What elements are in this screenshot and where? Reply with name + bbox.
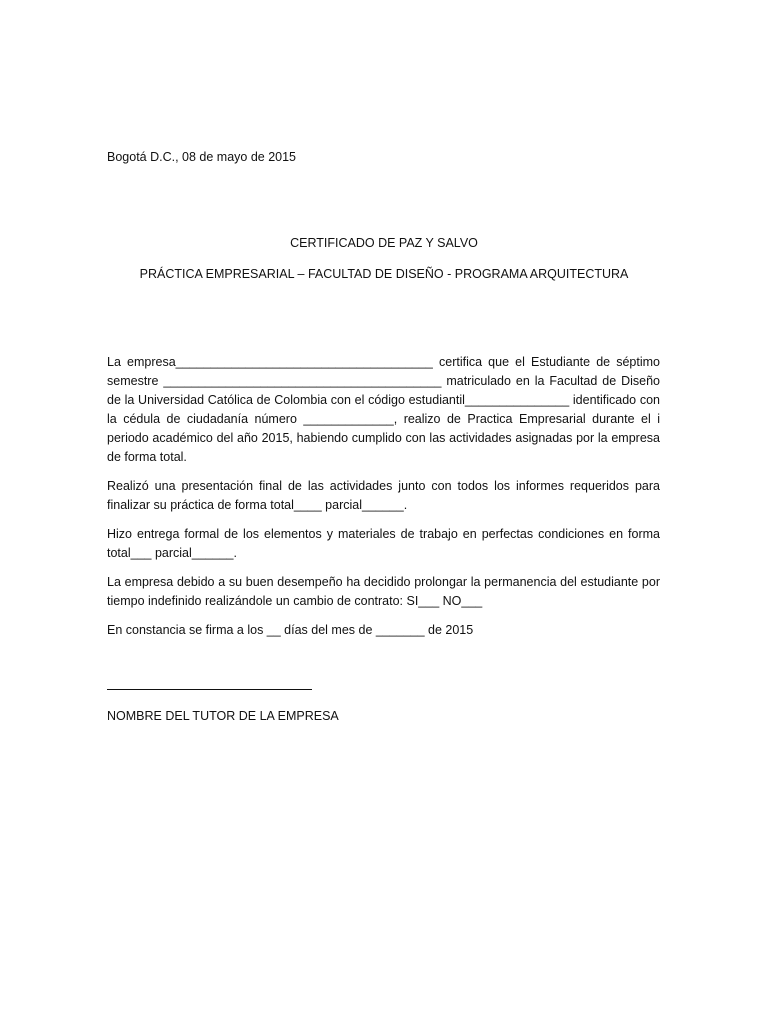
place-and-date: Bogotá D.C., 08 de mayo de 2015: [107, 150, 297, 164]
signature-label: NOMBRE DEL TUTOR DE LA EMPRESA: [107, 709, 339, 723]
paragraph-certification: La empresa_____________________________________ certifica que el Estudiante de séptimo semestre ________________________________________ matriculado en la Facultad de Diseño de la Universidad Católica de Colombia con el código estudiantil_______________ identificado con la cédula de ciudadanía número _____________, realizo de Practica Empresarial durante el i periodo académico del año 2015, habiendo cumplido con las actividades asignadas por la empresa de forma total.: [107, 355, 660, 464]
paragraph-contract-change: La empresa debido a su buen desempeño ha decidido prolongar la permanencia del estudiante por tiempo indefinido realizándole un cambio de contrato: SI___ NO___: [107, 575, 660, 608]
paragraph-final-presentation: Realizó una presentación final de las actividades junto con todos los informes requeridos para finalizar su práctica de forma total____ parcial______.: [107, 479, 660, 512]
paragraph-materials-delivery: Hizo entrega formal de los elementos y materiales de trabajo en perfectas condiciones en forma total___ parcial______.: [107, 527, 660, 560]
document-title: CERTIFICADO DE PAZ Y SALVO: [290, 236, 478, 250]
paragraph-signature-date: En constancia se firma a los __ días del mes de _______ de 2015: [107, 623, 474, 637]
document-subtitle: PRÁCTICA EMPRESARIAL – FACULTAD DE DISEÑO - PROGRAMA ARQUITECTURA: [139, 267, 629, 281]
signature-line: [107, 689, 312, 690]
